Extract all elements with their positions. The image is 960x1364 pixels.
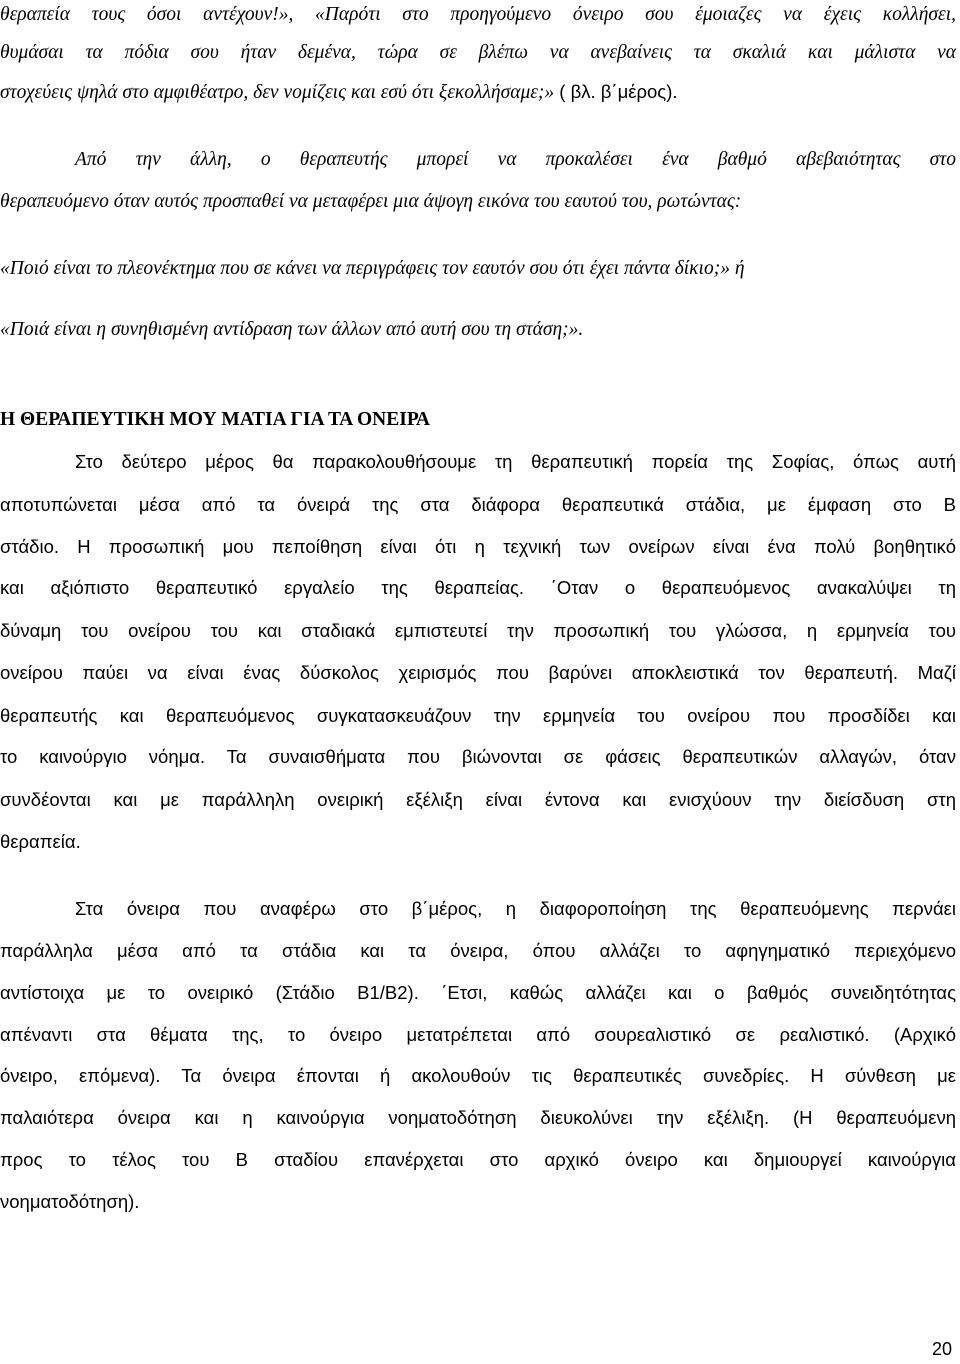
italic-quote: στοχεύεις ψηλά στο αμφιθέατρο, δεν νομίζεις και εσύ ότι ξεκολλήσαμε;» [0, 82, 555, 103]
reference-note: ( βλ. β΄μέρος). [554, 81, 678, 102]
page-number: 20 [931, 1339, 952, 1359]
text-line: προς το τέλος του Β σταδίου επανέρχεται στο αρχικό όνειρο και δημιουργεί καινούργια [0, 1149, 956, 1170]
text-line: και αξιόπιστο θεραπευτικό εργαλείο της θεραπείας. ΄Οταν ο θεραπευόμενος ανακαλύψει τη [0, 577, 956, 598]
text-line: στάδιο. Η προσωπική μου πεποίθηση είναι ότι η τεχνική των ονείρων είναι ένα πολύ βοηθητικό [0, 536, 956, 557]
text-line: ονείρου παύει να είναι ένας δύσκολος χειρισμός που βαρύνει αποκλειστικά τον θεραπευτή. Μαζί [0, 662, 956, 683]
text-line: συνδέονται και με παράλληλη ονειρική εξέλιξη είναι έντονα και ενισχύουν την διείσδυση στη [0, 789, 956, 810]
text-line: απέναντι στα θέματα της, το όνειρο μετατρέπεται από σουρεαλιστικό σε ρεαλιστικό. (Αρχικό [0, 1024, 956, 1045]
text-line: θεραπεία. [0, 831, 81, 852]
text-line [0, 77, 956, 107]
text-line: Από την άλλη, ο θεραπευτής μπορεί να προκαλέσει ένα βαθμό αβεβαιότητας στο [75, 149, 956, 170]
text-line: Στα όνειρα που αναφέρω στο β΄μέρος, η διαφοροποίηση της θεραπευόμενης περνάει [75, 898, 956, 919]
text-line: αντίστοιχα με το ονειρικό (Στάδιο Β1/Β2). ΄Ετσι, καθώς αλλάζει και ο βαθμός συνειδητότητας [0, 982, 956, 1003]
text-line: θυμάσαι τα πόδια σου ήταν δεμένα, τώρα σε βλέπω να ανεβαίνεις τα σκαλιά και μάλιστα να [0, 42, 956, 63]
text-line: παράλληλα μέσα από τα στάδια και τα όνειρα, όπου αλλάζει το αφηγηματικό περιεχόμενο [0, 940, 956, 961]
text-line: θεραπευόμενο όταν αυτός προσπαθεί να μεταφέρει μια άψογη εικόνα του εαυτού του, ρωτώντας: [0, 191, 742, 212]
section-heading: Η ΘΕΡΑΠΕΥΤΙΚΗ ΜΟΥ ΜΑΤΙΑ ΓΙΑ ΤΑ ΟΝΕΙΡΑ [0, 409, 430, 430]
text-line: «Ποιά είναι η συνηθισμένη αντίδραση των άλλων από αυτή σου τη στάση;». [0, 319, 584, 340]
text-line: αποτυπώνεται μέσα από τα όνειρά της στα διάφορα θεραπευτικά στάδια, με έμφαση στο Β [0, 494, 956, 515]
text-line: Στο δεύτερο μέρος θα παρακολουθήσουμε τη θεραπευτική πορεία της Σοφίας, όπως αυτή [75, 451, 956, 472]
text-line: «Ποιό είναι το πλεονέκτημα που σε κάνει να περιγράφεις τον εαυτόν σου ότι έχει πάντα δίκιο;» ή [0, 258, 745, 279]
text-line: θεραπευτής και θεραπευόμενος συγκατασκευάζουν την ερμηνεία του ονείρου που προσδίδει και [0, 705, 956, 726]
text-line: δύναμη του ονείρου του και σταδιακά εμπιστευτεί την προσωπική του γλώσσα, η ερμηνεία του [0, 620, 956, 641]
text-line: όνειρο, επόμενα). Τα όνειρα έπονται ή ακολουθούν τις θεραπευτικές συνεδρίες. Η σύνθεση με [0, 1065, 956, 1086]
text-line: παλαιότερα όνειρα και η καινούργια νοηματοδότηση διευκολύνει την εξέλιξη. (Η θεραπευόμενη [0, 1107, 956, 1128]
text-line: το καινούργιο νόημα. Τα συναισθήματα που βιώνονται σε φάσεις θεραπευτικών αλλαγών, όταν [0, 746, 956, 767]
text-line: νοηματοδότηση). [0, 1191, 140, 1212]
text-line: θεραπεία τους όσοι αντέχουν!», «Παρότι στο προηγούμενο όνειρο σου έμοιαζες να έχεις κολλήσει, [0, 4, 956, 25]
